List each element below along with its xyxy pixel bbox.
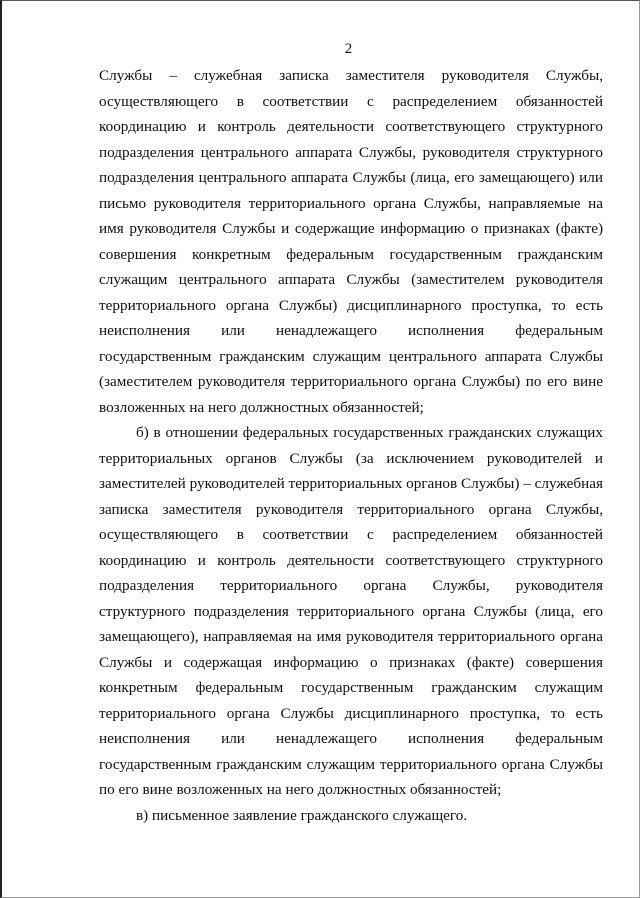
page-number: 2 [344, 41, 353, 57]
paragraph-v: в) письменное заявление гражданского служащего. [136, 806, 468, 824]
paragraph-b: б) в отношении федеральных государственных гражданских служащих территориальных органов Службы (за исключением руководителей и заместителей руководителей территориальных органов Службы) – служебная записка заместителя руководителя территориального органа Службы, осуществляющего в соответствии с распределением обязанностей координацию и контроль деятельности соответствующего структурного подразделения территориального органа Службы, руководителя структурного подразделения территориального органа Службы (лица, его замещающего), направляемая на имя руководителя территориального органа Службы и содержащая информацию о признаках (факте) совершения конкретным федеральным государственным гражданским служащим территориального органа Службы дисциплинарного проступка, то есть неисполнения или ненадлежащего исполнения федеральным государственным гражданским служащим территориального органа Службы по его вине возложенных на него должностных обязанностей; [99, 424, 603, 798]
document-body [99, 63, 603, 828]
paragraph-continuation: Службы – служебная записка заместителя руководителя Службы, осуществляющего в соответствии с распределением обязанностей координацию и контроль деятельности соответствующего структурного подразделения центрального аппарата Службы, руководителя структурного подразделения центрального аппарата Службы (лица, его замещающего) или письмо руководителя территориального органа Службы, направляемые на имя руководителя Службы и содержащие информацию о признаках (факте) совершения конкретным федеральным государственным гражданским служащим центрального аппарата Службы (заместителем руководителя территориального органа Службы) дисциплинарного проступка, то есть неисполнения или ненадлежащего исполнения федеральным государственным гражданским служащим центрального аппарата Службы (заместителем руководителя территориального органа Службы) по его вине возложенных на него должностных обязанностей; [99, 67, 603, 416]
